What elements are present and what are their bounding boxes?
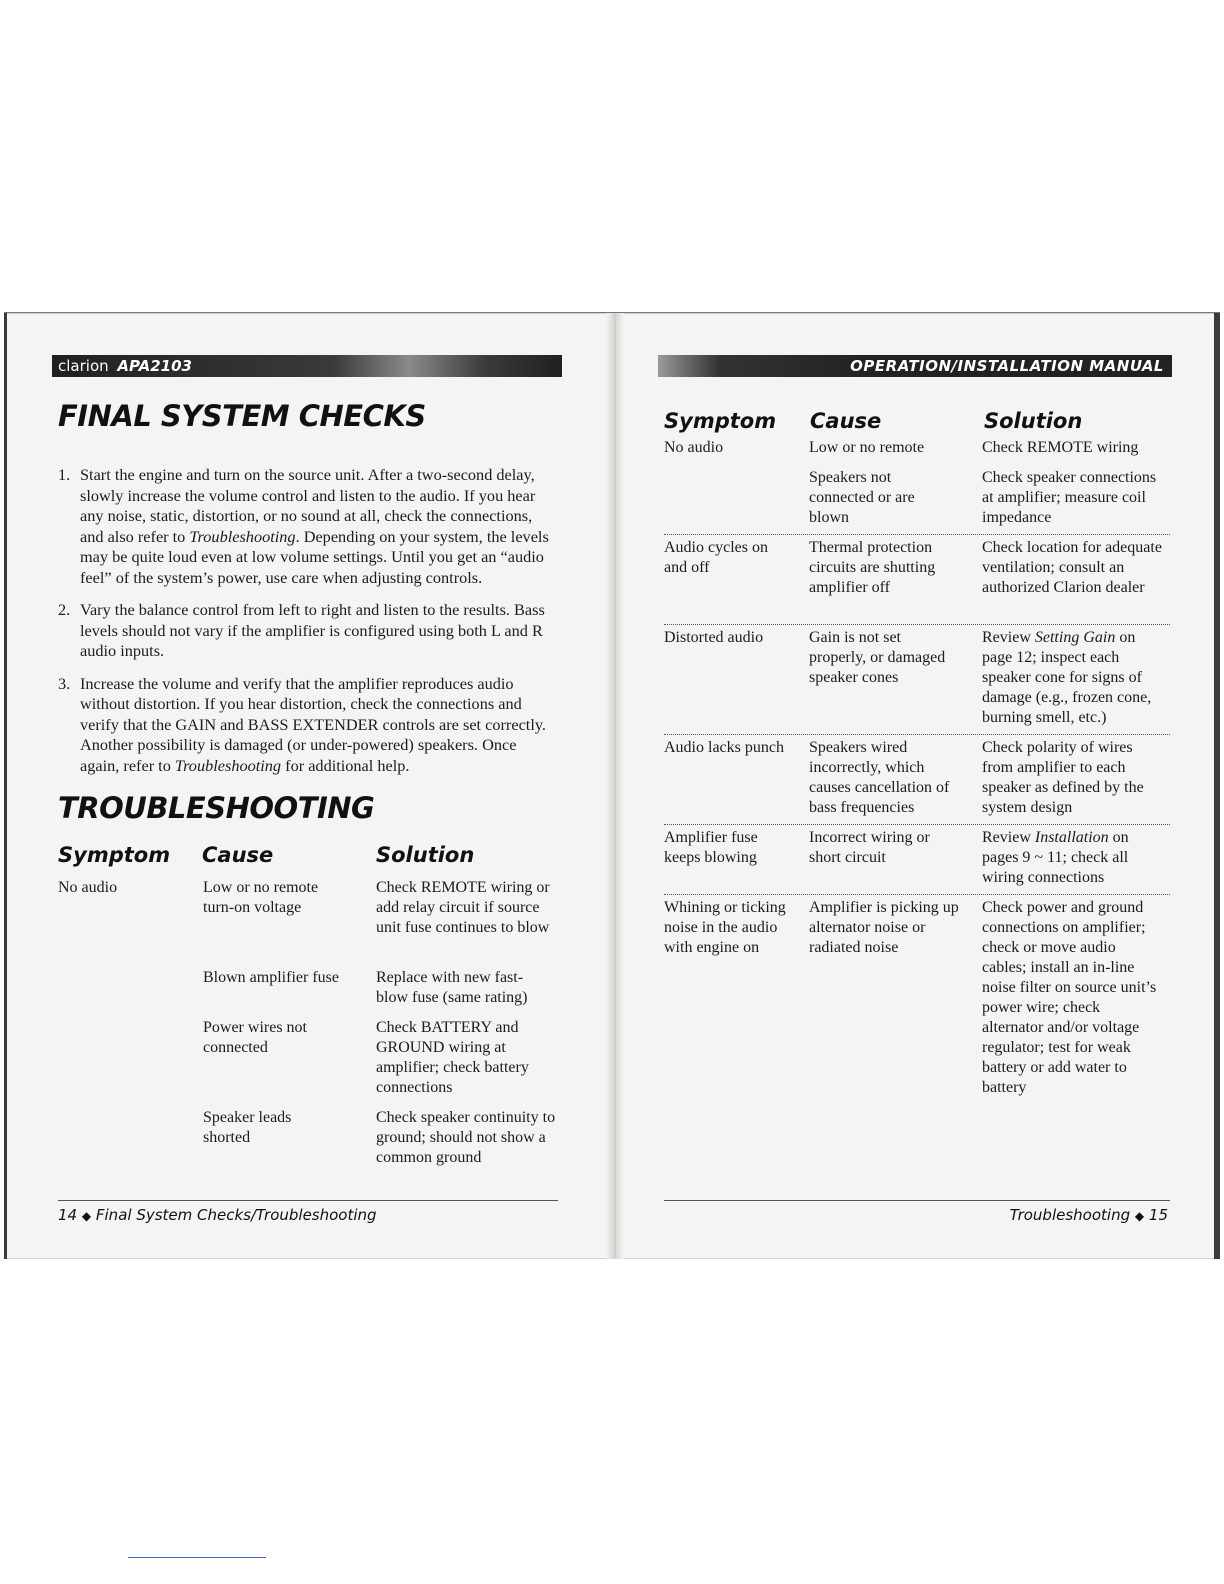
left-page <box>52 313 562 1259</box>
solution-cell: Check REMOTE wiring <box>982 439 1139 456</box>
solution-cell <box>982 628 1168 728</box>
symptom-cell: Whining or ticking noise in the audio with engine on <box>664 899 786 956</box>
final-checks-title: FINAL SYSTEM CHECKS <box>58 399 426 433</box>
cause-header: Cause <box>810 409 882 433</box>
cause-cell: Speakers not connected or are blown <box>809 469 915 526</box>
selection-underline <box>128 1557 266 1558</box>
check-item-2 <box>58 600 552 662</box>
symptom-cell: Audio cycles on and off <box>664 539 768 576</box>
check-item-3 <box>58 674 552 777</box>
left-page-footer <box>58 1206 377 1224</box>
solution-cell: Check location for adequate ventilation; consult an authorized Clarion dealer <box>982 539 1162 596</box>
solution-cell <box>982 828 1162 888</box>
check-item-text-cont: for additional help. <box>281 755 410 775</box>
solution-reference: Installation <box>1034 829 1109 846</box>
check-item-number: 1. <box>58 465 71 484</box>
cause-cell: Low or no remote <box>809 439 925 456</box>
check-item-reference: Troubleshooting <box>189 526 296 546</box>
row-divider <box>664 534 1170 535</box>
check-item-text: Vary the balance control from left to right and listen to the results. Bass levels should not vary if the amplifier is configured using both L and R audio inputs. <box>80 600 545 660</box>
solution-cell: Check polarity of wires from amplifier to each speaker as defined by the system design <box>982 739 1144 816</box>
brand-name: clarion <box>58 357 109 375</box>
check-item-reference: Troubleshooting <box>174 755 282 775</box>
left-page-header <box>52 355 562 377</box>
spread-edge-right <box>1214 313 1220 1259</box>
cause-cell: Power wires not connected <box>203 1019 307 1056</box>
page-number: 15 <box>1148 1206 1168 1224</box>
cause-header: Cause <box>202 843 274 867</box>
solution-cell: Check speaker continuity to ground; should not show a common ground <box>376 1109 556 1166</box>
row-divider <box>664 624 1170 625</box>
cause-cell: Speaker leads shorted <box>203 1109 292 1146</box>
solution-cell: Check BATTERY and GROUND wiring at amplifier; check battery connections <box>376 1019 529 1096</box>
solution-text-cont: on page 12; inspect each speaker cone for signs of damage (e.g., frozen cone, burning smell, etc.) <box>982 629 1152 726</box>
troubleshooting-title: TROUBLESHOOTING <box>58 791 375 825</box>
cause-cell: Incorrect wiring or short circuit <box>809 829 930 866</box>
row-divider <box>664 894 1170 895</box>
solution-header: Solution <box>376 843 475 867</box>
diamond-icon: ◆ <box>1134 1209 1145 1223</box>
solution-cell: Replace with new fast-blow fuse (same rating) <box>376 969 528 1006</box>
solution-text: Review <box>982 829 1035 846</box>
footer-rule <box>664 1200 1170 1201</box>
solution-header: Solution <box>984 409 1083 433</box>
solution-text: Review <box>982 629 1035 646</box>
row-divider <box>664 824 1170 825</box>
cause-cell: Blown amplifier fuse <box>203 969 339 986</box>
right-page <box>658 313 1172 1259</box>
symptom-cell: No audio <box>664 439 724 456</box>
symptom-header: Symptom <box>58 843 171 867</box>
check-item-number: 3. <box>58 673 71 693</box>
check-item-text-cont: . Depending on your system, the levels may be quite loud even at low volume settings. Until you get an “audio feel” of the system’s power, use care when adjusting controls. <box>80 526 549 587</box>
symptom-header: Symptom <box>664 409 777 433</box>
symptom-cell: No audio <box>58 879 118 896</box>
cause-cell: Speakers wired incorrectly, which causes cancellation of bass frequencies <box>809 739 950 816</box>
manual-spread <box>4 312 1220 1259</box>
symptom-cell: Audio lacks punch <box>664 739 784 756</box>
final-checks-list <box>58 465 552 788</box>
right-page-footer <box>1010 1206 1168 1224</box>
model-number: APA2103 <box>117 357 192 375</box>
check-item-text: Start the engine and turn on the source unit. After a two-second delay, slowly increase the volume control and listen to the audio. If you hear any noise, static, distortion, or no sound at all, check the connections, and also refer to <box>80 465 536 546</box>
check-item-number: 2. <box>58 600 71 619</box>
cause-cell: Thermal protection circuits are shutting amplifier off <box>809 539 936 596</box>
spread-edge-left <box>4 313 7 1259</box>
cause-cell: Gain is not set properly, or damaged speaker cones <box>809 629 946 686</box>
cause-cell: Low or no remote turn-on voltage <box>203 879 319 916</box>
book-spine <box>606 313 624 1259</box>
page-number: 14 <box>58 1206 78 1224</box>
check-item-1 <box>58 465 552 588</box>
row-divider <box>664 734 1170 735</box>
symptom-cell: Distorted audio <box>664 629 764 646</box>
solution-cell: Check REMOTE wiring or add relay circuit if source unit fuse continues to blow <box>376 879 550 936</box>
footer-rule <box>58 1200 558 1201</box>
symptom-cell: Amplifier fuse keeps blowing <box>664 829 758 866</box>
check-item-text: Increase the volume and verify that the amplifier reproduces audio without distortion. If you hear distortion, check the connections and verify that the GAIN and BASS EXTENDER controls are set correctly. Another possibility is damaged (or under-powered) speakers. Once again, refer to <box>80 673 547 775</box>
diamond-icon: ◆ <box>81 1209 92 1223</box>
right-page-header: OPERATION/INSTALLATION MANUAL <box>658 355 1172 377</box>
footer-label: Final System Checks/Troubleshooting <box>95 1206 377 1224</box>
solution-cell: Check power and ground connections on amplifier; check or move audio cables; install an in-line noise filter on source unit’s power wire; check alternator and/or voltage regulator; test for weak battery or add water to battery <box>982 899 1157 1096</box>
footer-label: Troubleshooting <box>1009 1206 1131 1224</box>
solution-cell: Check speaker connections at amplifier; measure coil impedance <box>982 469 1157 526</box>
cause-cell: Amplifier is picking up alternator noise or radiated noise <box>809 899 959 956</box>
solution-text-cont: on pages 9 ~ 11; check all wiring connections <box>982 829 1129 886</box>
solution-reference: Setting Gain <box>1034 629 1116 646</box>
